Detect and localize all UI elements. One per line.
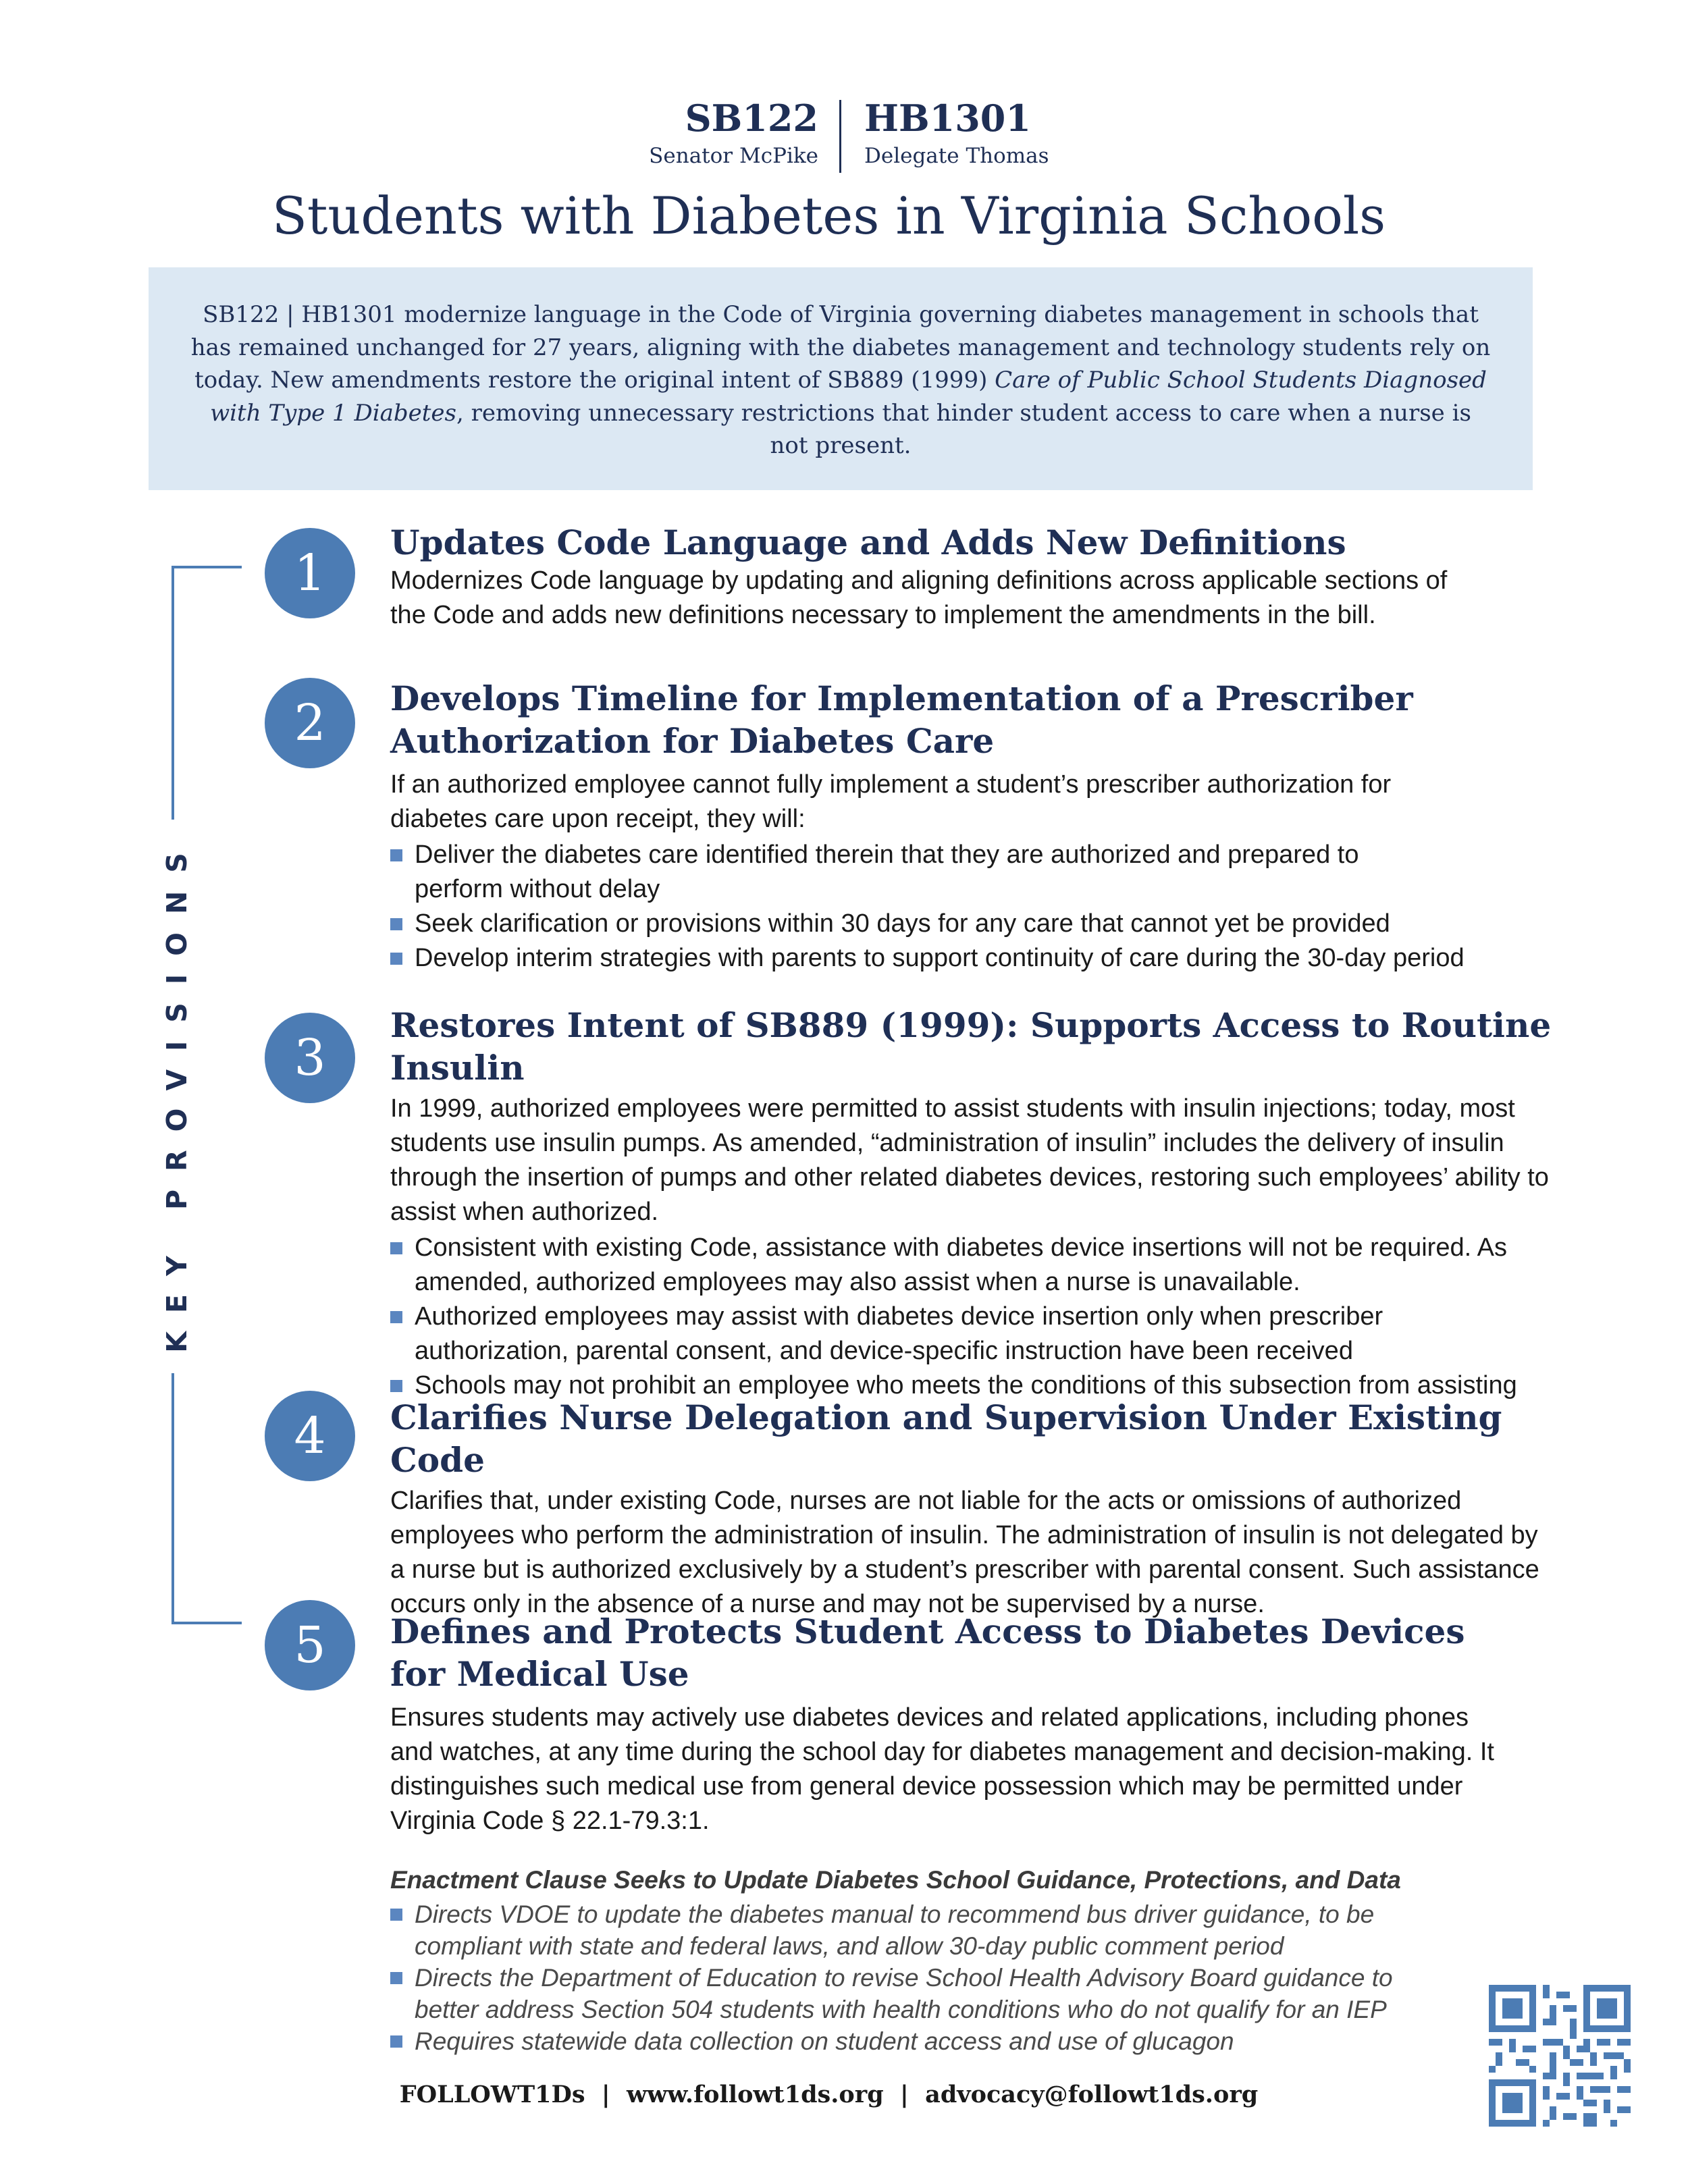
house-bill-block [864,97,1134,168]
list-item: Schools may not prohibit an employee who meets the conditions of this subsection from assisting [390,1368,1552,1403]
provision-1 [390,521,1552,633]
list-item: Directs VDOE to update the diabetes manual to recommend bus driver guidance, to be compliant with state and federal laws, and allow 30-day public comment period [390,1898,1444,1962]
bracket-bottom [172,1373,242,1624]
provision-4-body: Clarifies that, under existing Code, nurses are not liable for the acts or omissions of authorized employees who perform the administration of insulin. The administration of insulin is not delegated by a nurse but is authorized exclusively by a student’s prescriber with parental consent. Such assistance occurs only in the absence of a nurse and may not be supervised by a nurse. [390,1487,1539,1618]
list-item: Authorized employees may assist with diabetes device insertion only when prescriber authorization, parental consent, and device-specific instruction have been received [390,1300,1468,1368]
footer-contact[interactable]: FOLLOWT1Ds | www.followt1ds.org | advocacy@followt1ds.org [399,2081,1259,2108]
provision-number-4: 4 [265,1391,355,1481]
provision-2-body: If an authorized employee cannot fully implement a student’s prescriber authorization for diabetes care upon receipt, they will: [390,770,1392,833]
page-title: Students with Diabetes in Virginia Schools [271,186,1386,246]
bracket-top [172,566,242,820]
key-provisions-text: KEY PROVISIONS [161,834,193,1353]
provision-5-heading-line1: Defines and Protects Student Access to Diabetes Devices [390,1612,1465,1651]
provision-number-1: 1 [265,528,355,618]
provision-2-heading-line1: Develops Timeline for Implementation of a Prescriber [390,678,1413,718]
provision-number-2: 2 [265,678,355,768]
provision-3-heading: Restores Intent of SB889 (1999): Supports Access to Routine Insulin [390,1005,1552,1088]
header-divider [839,100,841,173]
provision-number-3: 3 [265,1013,355,1103]
house-bill-number: HB1301 [864,97,1031,140]
list-item: Develop interim strategies with parents to support continuity of care during the 30-day period [390,941,1552,976]
provision-5-body: Ensures students may actively use diabetes devices and related applications, including phones and watches, at any time during the school day for diabetes management and decision-making. It distinguishes such medical use from general device possession which may be permitted under Virginia Code § 22.1-79.3:1. [390,1703,1494,1835]
senate-bill-number: SB122 [685,97,818,140]
enactment-heading: Enactment Clause Seeks to Update Diabetes School Guidance, Protections, and Data [390,1866,1401,1894]
provision-number-5: 5 [265,1600,355,1690]
provision-3-body: In 1999, authorized employees were permitted to assist students with insulin injections; today, most students use insulin pumps. As amended, “administration of insulin” includes the delivery of insulin through the insertion of pumps and other related diabetes devices, restoring such employees’ ability to assist when authorized. [390,1094,1549,1226]
provision-4-heading: Clarifies Nurse Delegation and Supervision Under Existing Code [390,1397,1502,1480]
enactment-bullets [390,1898,1444,2057]
list-item: Requires statewide data collection on student access and use of glucagon [390,2025,1444,2057]
intro-box [149,267,1533,490]
list-item: Seek clarification or provisions within 30 days for any care that cannot yet be provided [390,907,1552,941]
provision-1-heading: Updates Code Language and Adds New Definitions [390,523,1346,562]
provision-3-bullets [390,1231,1552,1403]
intro-bill-title: Care of Public School Students Diagnosed with Type 1 Diabetes [210,367,1487,427]
list-item: Deliver the diabetes care identified therein that they are authorized and prepared to perform without delay [390,838,1427,907]
provision-2-bullets [390,838,1552,976]
intro-text-end: , removing unnecessary restrictions that hinder student access to care when a nurse is not present. [456,399,1471,459]
provision-1-body: Modernizes Code language by updating and aligning definitions across applicable sections of the Code and adds new definitions necessary to implement the amendments in the bill. [390,566,1448,629]
provision-5-heading-line2: for Medical Use [390,1654,689,1694]
senate-bill-block [608,97,818,168]
bill-header [0,97,1658,174]
provision-3 [390,1004,1552,1403]
list-item: Consistent with existing Code, assistance with diabetes device insertions will not be required. As amended, authorized employees may also assist when a nurse is unavailable. [390,1231,1508,1300]
provision-4 [390,1396,1552,1622]
key-provisions-label [150,834,204,1353]
intro-text [189,298,1492,462]
enactment-clause [390,1863,1444,2057]
intro-text-start: SB122 | HB1301 modernize language in the Code of Virginia governing diabetes management in schools that has remained unchanged for 27 years, aligning with the diabetes management and technology students rely on today. New amendments restore the original intent of SB889 (1999) [190,301,1491,394]
provision-2-heading-line2: Authorization for Diabetes Care [390,721,995,761]
senate-sponsor: Senator McPike [649,144,818,168]
provision-2 [390,677,1552,976]
provision-5 [390,1610,1552,1838]
house-sponsor: Delegate Thomas [864,144,1049,168]
list-item: Directs the Department of Education to revise School Health Advisory Board guidance to better address Section 504 students with health conditions who do not qualify for an IEP [390,1962,1444,2025]
